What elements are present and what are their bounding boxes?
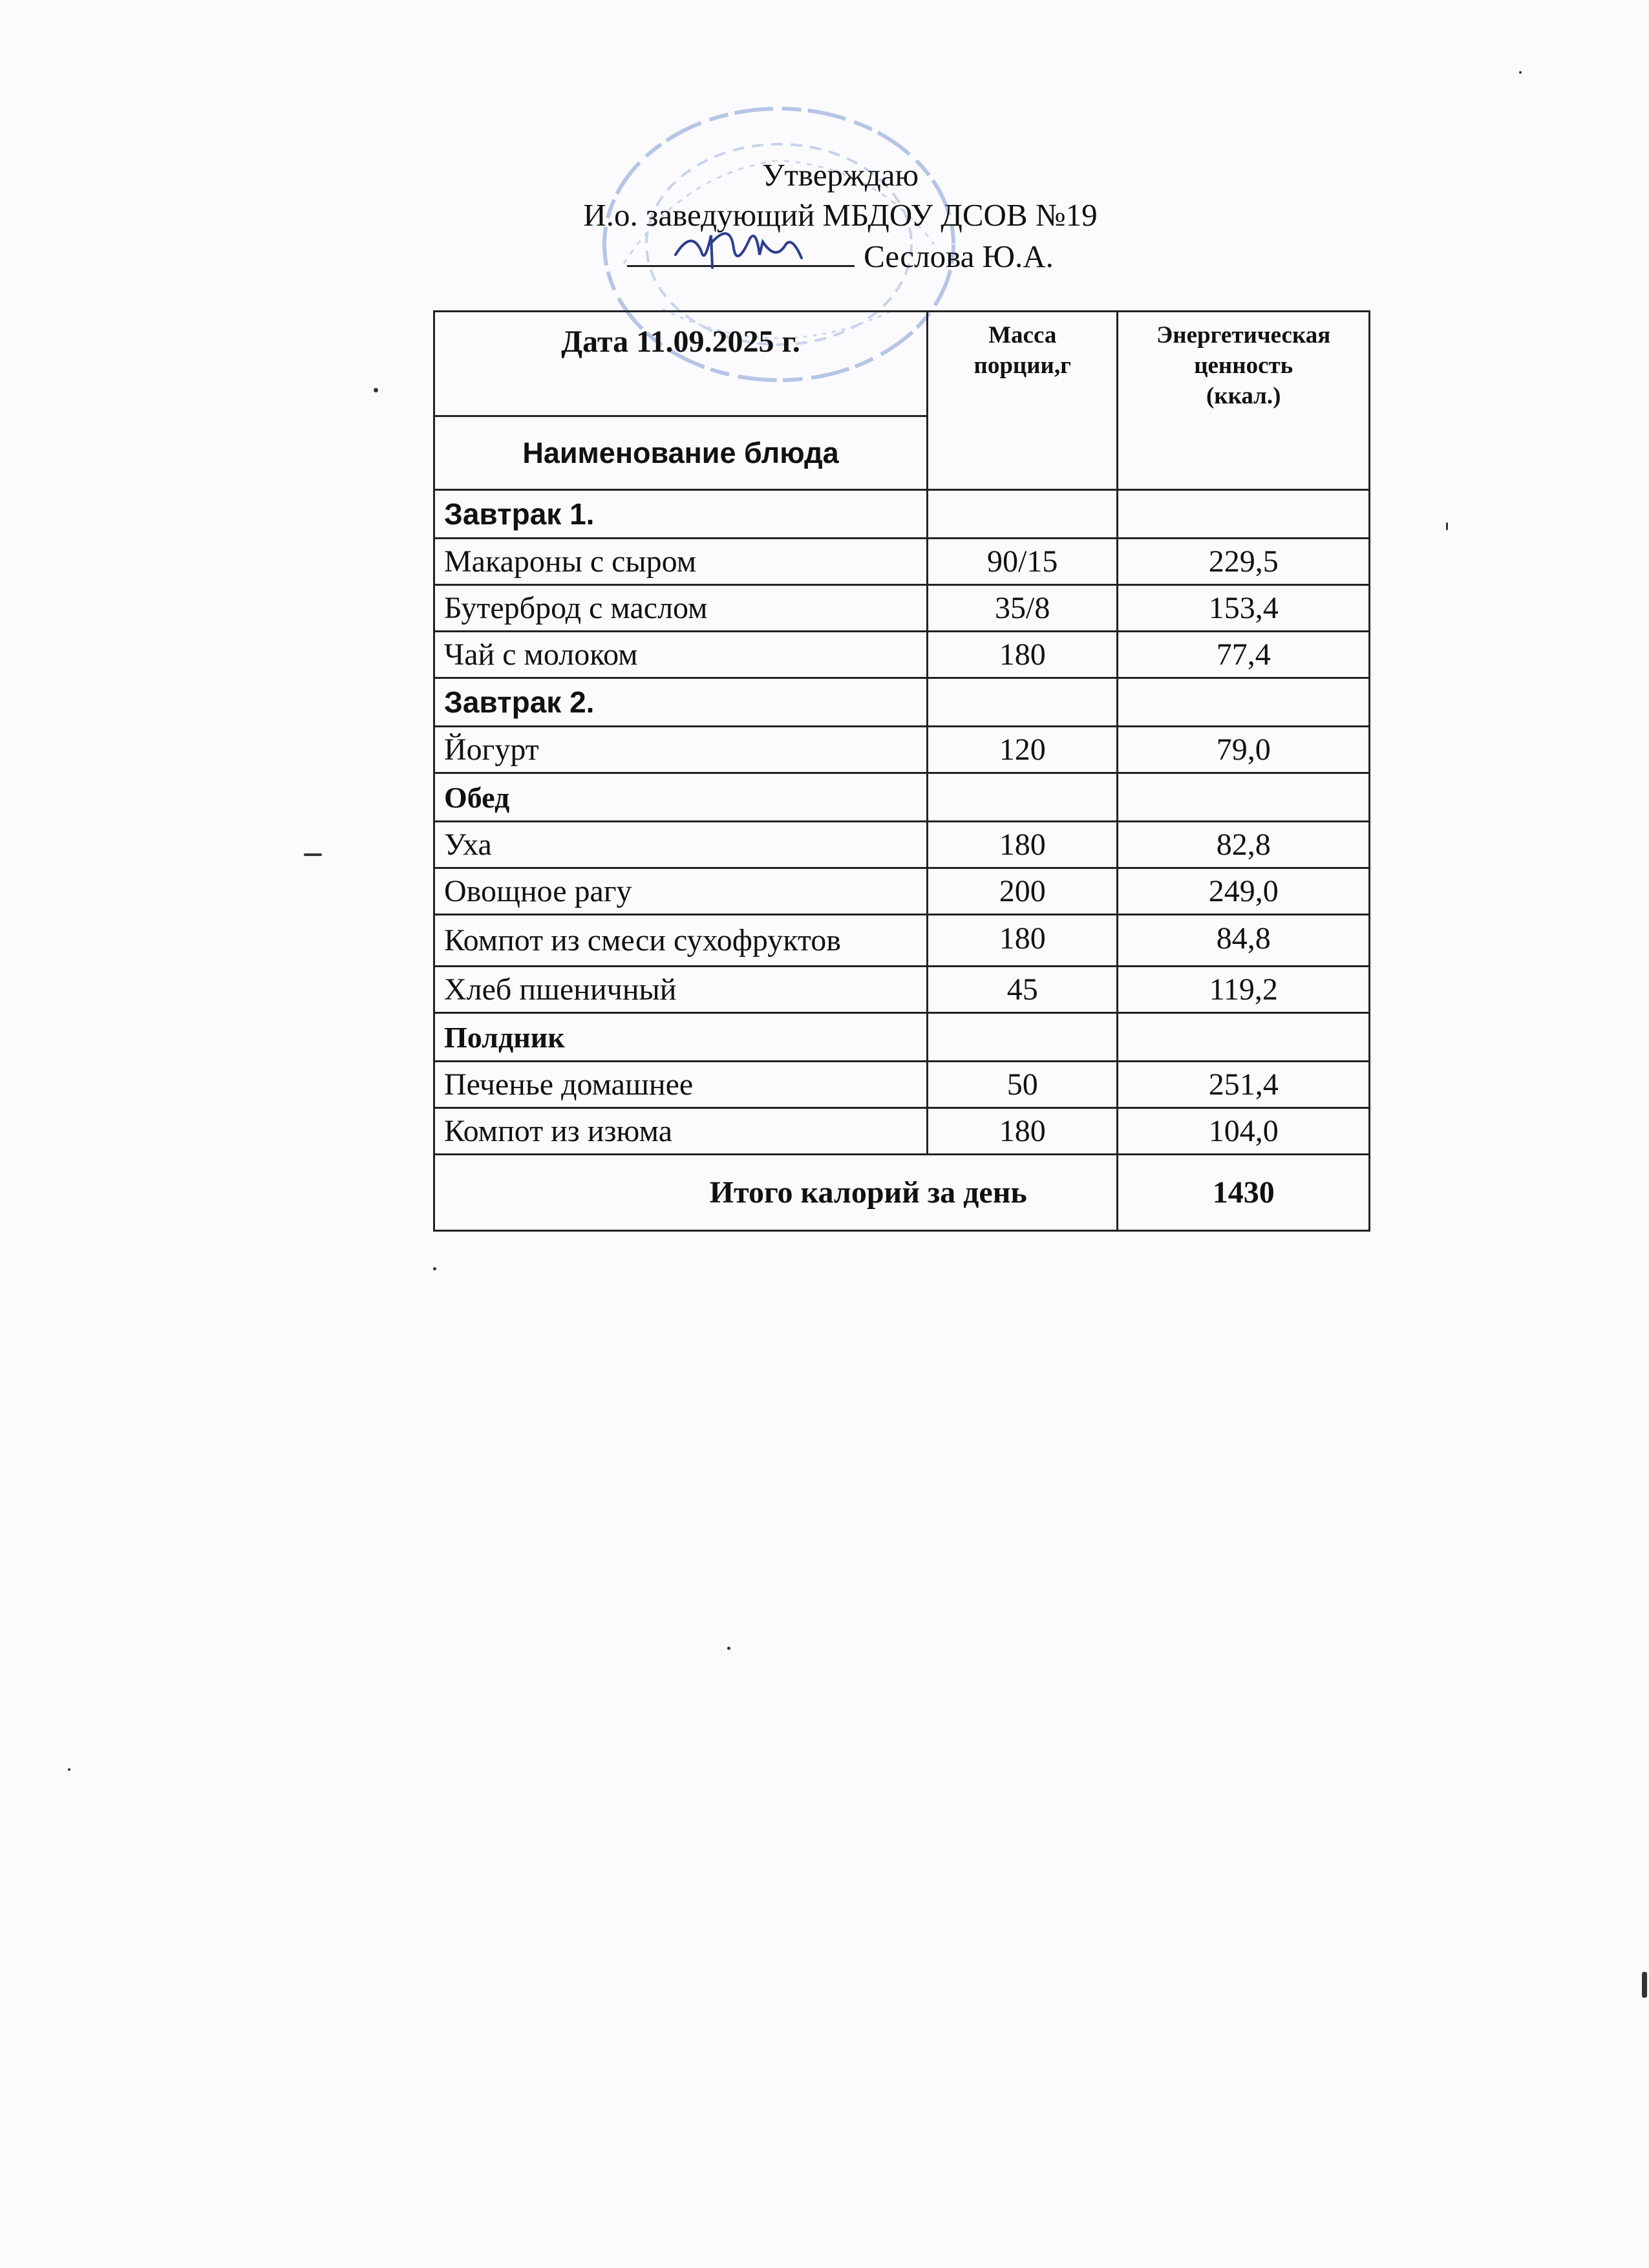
table-row — [434, 727, 1370, 773]
total-value: 1430 — [1118, 1155, 1370, 1231]
dish-mass: 180 — [928, 822, 1118, 868]
position-text: И.о. заведующий МБДОУ ДСОВ №19 — [583, 197, 1098, 233]
scan-speck — [727, 1647, 730, 1650]
scan-speck — [374, 388, 378, 392]
empty-cell — [928, 1013, 1118, 1062]
dish-energy: 84,8 — [1118, 915, 1370, 967]
section-row — [434, 773, 1370, 822]
dish-energy: 79,0 — [1118, 727, 1370, 773]
dish-name: Йогурт — [434, 727, 928, 773]
empty-cell — [1118, 773, 1370, 822]
energy-header-line1: Энергетическая — [1156, 322, 1331, 348]
dish-mass: 45 — [928, 967, 1118, 1013]
scan-speck — [68, 1768, 70, 1771]
dish-energy: 249,0 — [1118, 868, 1370, 915]
mass-header-line2: порции,г — [973, 352, 1071, 379]
dish-energy: 153,4 — [1118, 585, 1370, 632]
scan-speck — [1446, 522, 1448, 530]
scan-speck — [304, 853, 322, 856]
dish-mass: 200 — [928, 868, 1118, 915]
table-row — [434, 1062, 1370, 1108]
empty-cell — [1118, 490, 1370, 539]
table-row — [434, 585, 1370, 632]
dish-energy: 82,8 — [1118, 822, 1370, 868]
table-row — [434, 822, 1370, 868]
table-row — [434, 915, 1370, 967]
dish-mass: 180 — [928, 915, 1118, 967]
energy-header-line3: (ккал.) — [1206, 383, 1281, 409]
table-row — [434, 967, 1370, 1013]
empty-cell — [1118, 1013, 1370, 1062]
table-header-row — [434, 312, 1370, 416]
empty-cell — [928, 490, 1118, 539]
scan-speck — [433, 1267, 436, 1270]
empty-cell — [1118, 678, 1370, 727]
dish-name: Компот из смеси сухофруктов — [434, 915, 928, 967]
mass-header-line1: Масса — [988, 322, 1057, 348]
dish-name: Компот из изюма — [434, 1108, 928, 1155]
dish-mass: 120 — [928, 727, 1118, 773]
empty-cell — [928, 773, 1118, 822]
section-title: Полдник — [434, 1013, 928, 1062]
dish-name: Овощное рагу — [434, 868, 928, 915]
signature-line-row — [388, 235, 1293, 277]
section-row — [434, 678, 1370, 727]
total-row — [434, 1155, 1370, 1231]
dish-name: Уха — [434, 822, 928, 868]
dish-energy: 104,0 — [1118, 1108, 1370, 1155]
dish-energy: 119,2 — [1118, 967, 1370, 1013]
signature-underline — [627, 235, 855, 267]
dish-name: Печенье домашнее — [434, 1062, 928, 1108]
section-row — [434, 490, 1370, 539]
energy-header — [1118, 312, 1370, 490]
signer-name: Сеслова Ю.А. — [864, 239, 1054, 274]
empty-cell — [928, 678, 1118, 727]
dish-mass: 180 — [928, 1108, 1118, 1155]
dish-mass: 90/15 — [928, 539, 1118, 585]
dish-name: Бутерброд с маслом — [434, 585, 928, 632]
table-row — [434, 632, 1370, 678]
dish-mass: 35/8 — [928, 585, 1118, 632]
dish-name: Хлеб пшеничный — [434, 967, 928, 1013]
table-row — [434, 1108, 1370, 1155]
scan-speck — [1642, 1972, 1647, 1998]
scan-speck — [1519, 71, 1522, 74]
approve-text: Утверждаю — [761, 157, 919, 193]
menu-table — [433, 310, 1370, 1232]
date-cell: Дата 11.09.2025 г. — [434, 312, 928, 416]
table-row — [434, 868, 1370, 915]
handwritten-signature — [672, 216, 821, 274]
approval-block — [388, 155, 1293, 277]
mass-header — [928, 312, 1118, 490]
dish-mass: 180 — [928, 632, 1118, 678]
section-title: Обед — [434, 773, 928, 822]
dish-name: Чай с молоком — [434, 632, 928, 678]
section-title: Завтрак 2. — [434, 678, 928, 727]
energy-header-line2: ценность — [1194, 352, 1293, 379]
table-row — [434, 539, 1370, 585]
dish-header: Наименование блюда — [434, 416, 928, 490]
dish-name: Макароны с сыром — [434, 539, 928, 585]
dish-energy: 251,4 — [1118, 1062, 1370, 1108]
section-title: Завтрак 1. — [434, 490, 928, 539]
total-label: Итого калорий за день — [434, 1155, 1118, 1231]
dish-mass: 50 — [928, 1062, 1118, 1108]
dish-energy: 229,5 — [1118, 539, 1370, 585]
dish-energy: 77,4 — [1118, 632, 1370, 678]
section-row — [434, 1013, 1370, 1062]
